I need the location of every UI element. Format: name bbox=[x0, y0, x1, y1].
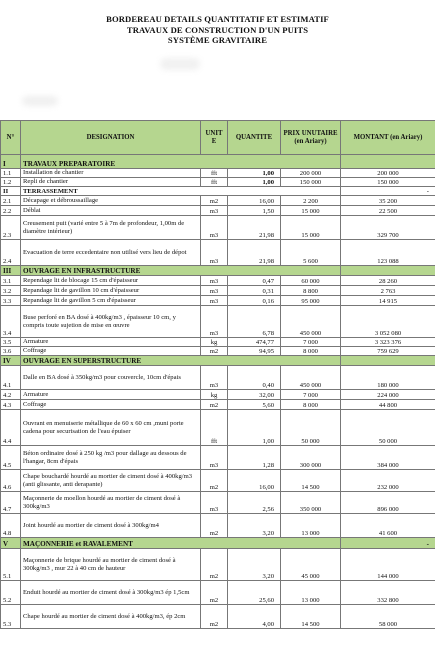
table-row bbox=[1, 366, 435, 390]
row-unit: m2 bbox=[201, 549, 228, 581]
row-designation: Creusement puit (varié entre 5 à 7m de profondeur, 1,00m de diamètre intérieur) bbox=[21, 216, 201, 240]
row-unit: m2 bbox=[201, 400, 228, 410]
section-amount bbox=[341, 266, 435, 276]
row-unit-price: 450 000 bbox=[281, 306, 341, 338]
row-designation: Chape bouchardé hourdé au mortier de ciment dosé à 400kg/m3 (anti glissante, anti derapante) bbox=[21, 470, 201, 492]
row-amount: 144 000 bbox=[341, 549, 435, 581]
table-row bbox=[1, 410, 435, 446]
header-quantity: QUANTITE bbox=[228, 121, 281, 155]
row-unit-price: 450 000 bbox=[281, 366, 341, 390]
row-unit-price: 200 000 bbox=[281, 169, 341, 178]
row-unit: fft bbox=[201, 178, 228, 187]
row-amount: 3 052 080 bbox=[341, 306, 435, 338]
row-designation: Armature bbox=[21, 338, 201, 347]
row-number: 3.5 bbox=[1, 338, 21, 347]
row-designation: Coffrage bbox=[21, 400, 201, 410]
row-unit-price: 13 000 bbox=[281, 514, 341, 538]
section-title: OUVRAGE EN INFRASTRUCTURE bbox=[21, 266, 341, 276]
row-amount: 224 000 bbox=[341, 390, 435, 400]
row-designation: Chape hourdé au mortier de ciment dosé à 400kg/m3, ép 2cm bbox=[21, 605, 201, 629]
row-designation: Armature bbox=[21, 390, 201, 400]
section-title: OUVRAGE EN SUPERSTRUCTURE bbox=[21, 356, 341, 366]
row-amount: 50 000 bbox=[341, 410, 435, 446]
table-header-row bbox=[1, 121, 435, 155]
row-designation: Maçonnerie de moellon hourdé au mortier de ciment dosé à 300kg/m3 bbox=[21, 492, 201, 514]
row-designation: Dalle en BA dosé à 350kg/m3 pour couvercle, 10cm d'épais bbox=[21, 366, 201, 390]
row-unit-price: 2 200 bbox=[281, 196, 341, 206]
row-quantity: 21,98 bbox=[228, 240, 281, 266]
row-unit: kg bbox=[201, 390, 228, 400]
row-designation: Repandage lit de gavillon 10 cm d'épaisseur bbox=[21, 286, 201, 296]
row-unit-price: 8 000 bbox=[281, 400, 341, 410]
row-amount: 123 088 bbox=[341, 240, 435, 266]
row-quantity: 2,56 bbox=[228, 492, 281, 514]
row-amount: 232 000 bbox=[341, 470, 435, 492]
row-unit-price: 14 500 bbox=[281, 470, 341, 492]
section-number: IV bbox=[1, 356, 21, 366]
row-unit: m2 bbox=[201, 196, 228, 206]
row-designation: Béton ordinaire dosé à 250 kg /m3 pour dallage au dessous de l'hangar, 8cm d'épais bbox=[21, 446, 201, 470]
estimate-table bbox=[0, 120, 435, 629]
section-row bbox=[1, 187, 435, 196]
row-number: 4.7 bbox=[1, 492, 21, 514]
row-designation: Maçonnerie de brique hourdé au mortier de ciment dosé à 300kg/m3 , mur 22 à 40 cm de hauteur bbox=[21, 549, 201, 581]
table-row bbox=[1, 178, 435, 187]
row-number: 1.2 bbox=[1, 178, 21, 187]
table-row bbox=[1, 196, 435, 206]
row-unit: m2 bbox=[201, 347, 228, 356]
row-designation: Ouvrant en menuiserie métallique de 60 x 60 cm ,muni porte cadena pour securisation de l'eau épuiser bbox=[21, 410, 201, 446]
section-row bbox=[1, 538, 435, 549]
row-unit: m2 bbox=[201, 581, 228, 605]
section-number: V bbox=[1, 538, 21, 549]
row-unit: m3 bbox=[201, 446, 228, 470]
row-quantity: 25,60 bbox=[228, 581, 281, 605]
row-unit-price: 13 000 bbox=[281, 581, 341, 605]
table-row bbox=[1, 446, 435, 470]
row-amount: 329 700 bbox=[341, 216, 435, 240]
header-unit: UNIT E bbox=[201, 121, 228, 155]
row-number: 2.3 bbox=[1, 216, 21, 240]
row-number: 3.4 bbox=[1, 306, 21, 338]
row-number: 2.4 bbox=[1, 240, 21, 266]
table-row bbox=[1, 549, 435, 581]
row-unit-price: 350 000 bbox=[281, 492, 341, 514]
row-unit: m3 bbox=[201, 276, 228, 286]
table-row bbox=[1, 216, 435, 240]
section-row bbox=[1, 266, 435, 276]
header-amount: MONTANT (en Ariary) bbox=[341, 121, 435, 155]
row-unit: fft bbox=[201, 410, 228, 446]
row-number: 5.2 bbox=[1, 581, 21, 605]
row-number: 5.1 bbox=[1, 549, 21, 581]
row-number: 2.1 bbox=[1, 196, 21, 206]
row-designation: Décapage et débroussaillage bbox=[21, 196, 201, 206]
section-amount bbox=[341, 155, 435, 169]
faded-mark bbox=[160, 58, 200, 70]
section-title: TRAVAUX PREPARATOIRE bbox=[21, 155, 341, 169]
row-unit-price: 300 000 bbox=[281, 446, 341, 470]
row-unit-price: 150 000 bbox=[281, 178, 341, 187]
row-quantity: 16,00 bbox=[228, 470, 281, 492]
row-quantity: 6,78 bbox=[228, 306, 281, 338]
row-unit-price: 50 000 bbox=[281, 410, 341, 446]
section-number: III bbox=[1, 266, 21, 276]
row-amount: 22 500 bbox=[341, 206, 435, 216]
row-quantity: 16,00 bbox=[228, 196, 281, 206]
row-amount: 759 629 bbox=[341, 347, 435, 356]
row-designation: Rependage lit de blocage 15 cm d'épaisseur bbox=[21, 276, 201, 286]
row-quantity: 1,00 bbox=[228, 178, 281, 187]
table-row bbox=[1, 286, 435, 296]
row-number: 5.3 bbox=[1, 605, 21, 629]
row-quantity: 32,00 bbox=[228, 390, 281, 400]
row-quantity: 4,00 bbox=[228, 605, 281, 629]
row-amount: 3 323 376 bbox=[341, 338, 435, 347]
table-row bbox=[1, 581, 435, 605]
row-unit-price: 8 800 bbox=[281, 286, 341, 296]
row-unit: fft bbox=[201, 169, 228, 178]
table-row bbox=[1, 605, 435, 629]
row-number: 3.1 bbox=[1, 276, 21, 286]
row-amount: 896 000 bbox=[341, 492, 435, 514]
table-row bbox=[1, 240, 435, 266]
row-amount: 58 000 bbox=[341, 605, 435, 629]
table-row bbox=[1, 347, 435, 356]
row-unit-price: 45 000 bbox=[281, 549, 341, 581]
section-title: MAÇONNERIE et RAVALEMENT bbox=[21, 538, 341, 549]
table-row bbox=[1, 400, 435, 410]
row-amount: 200 000 bbox=[341, 169, 435, 178]
row-unit: m2 bbox=[201, 470, 228, 492]
row-unit: m2 bbox=[201, 514, 228, 538]
section-amount bbox=[341, 356, 435, 366]
row-quantity: 1,00 bbox=[228, 169, 281, 178]
row-unit: m3 bbox=[201, 286, 228, 296]
row-number: 4.2 bbox=[1, 390, 21, 400]
row-unit: m3 bbox=[201, 216, 228, 240]
row-number: 4.3 bbox=[1, 400, 21, 410]
row-number: 4.4 bbox=[1, 410, 21, 446]
row-quantity: 1,50 bbox=[228, 206, 281, 216]
row-number: 2.2 bbox=[1, 206, 21, 216]
row-designation: Buse perforé en BA dosé à 400kg/m3 , épaisseur 10 cm, y compris toute sujetion de mise en œuvre bbox=[21, 306, 201, 338]
row-number: 3.2 bbox=[1, 286, 21, 296]
row-designation: Evacuation de terre eccedentaire non utilisé vers lieu de dépot bbox=[21, 240, 201, 266]
table-row bbox=[1, 470, 435, 492]
row-amount: 41 600 bbox=[341, 514, 435, 538]
row-amount: 14 915 bbox=[341, 296, 435, 306]
table-row bbox=[1, 276, 435, 286]
row-unit-price: 14 500 bbox=[281, 605, 341, 629]
header-price: PRIX UNUTAIRE (en Ariary) bbox=[281, 121, 341, 155]
row-amount: 180 000 bbox=[341, 366, 435, 390]
section-number: II bbox=[1, 187, 21, 196]
row-designation: Joint hourdé au mortier de ciment dosé à 300kg/m4 bbox=[21, 514, 201, 538]
table-row bbox=[1, 514, 435, 538]
table-row bbox=[1, 390, 435, 400]
row-number: 3.6 bbox=[1, 347, 21, 356]
row-unit-price: 60 000 bbox=[281, 276, 341, 286]
row-designation: Coffrage bbox=[21, 347, 201, 356]
row-quantity: 0,47 bbox=[228, 276, 281, 286]
row-amount: 35 200 bbox=[341, 196, 435, 206]
row-amount: 150 000 bbox=[341, 178, 435, 187]
row-number: 3.3 bbox=[1, 296, 21, 306]
table-body bbox=[1, 155, 435, 629]
row-unit: m3 bbox=[201, 206, 228, 216]
row-unit: m3 bbox=[201, 240, 228, 266]
row-number: 4.1 bbox=[1, 366, 21, 390]
row-unit-price: 7 000 bbox=[281, 338, 341, 347]
section-row bbox=[1, 155, 435, 169]
row-unit: m3 bbox=[201, 296, 228, 306]
faded-mark bbox=[22, 96, 58, 106]
row-number: 4.6 bbox=[1, 470, 21, 492]
row-unit-price: 8 000 bbox=[281, 347, 341, 356]
row-designation: Installation de chantier bbox=[21, 169, 201, 178]
row-amount: 384 000 bbox=[341, 446, 435, 470]
row-quantity: 94,95 bbox=[228, 347, 281, 356]
row-unit: m3 bbox=[201, 366, 228, 390]
table-row bbox=[1, 296, 435, 306]
row-unit: kg bbox=[201, 338, 228, 347]
section-number: I bbox=[1, 155, 21, 169]
row-unit: m2 bbox=[201, 605, 228, 629]
row-quantity: 0,40 bbox=[228, 366, 281, 390]
row-unit-price: 95 000 bbox=[281, 296, 341, 306]
row-unit: m3 bbox=[201, 492, 228, 514]
table-row bbox=[1, 492, 435, 514]
row-unit-price: 7 000 bbox=[281, 390, 341, 400]
row-amount: 28 260 bbox=[341, 276, 435, 286]
row-quantity: 1,00 bbox=[228, 410, 281, 446]
row-unit-price: 5 600 bbox=[281, 240, 341, 266]
section-row bbox=[1, 356, 435, 366]
document-title: BORDEREAU DETAILS QUANTITATIF ET ESTIMATIF bbox=[106, 14, 329, 24]
row-unit-price: 15 000 bbox=[281, 216, 341, 240]
row-quantity: 1,28 bbox=[228, 446, 281, 470]
document-subtitle: TRAVAUX DE CONSTRUCTION D'UN PUITS bbox=[126, 24, 309, 35]
table-row bbox=[1, 169, 435, 178]
row-quantity: 5,60 bbox=[228, 400, 281, 410]
document-header bbox=[0, 14, 435, 46]
table-row bbox=[1, 206, 435, 216]
row-designation: Repli de chantier bbox=[21, 178, 201, 187]
row-amount: 332 800 bbox=[341, 581, 435, 605]
row-quantity: 0,16 bbox=[228, 296, 281, 306]
row-amount: 44 800 bbox=[341, 400, 435, 410]
section-amount: - bbox=[341, 187, 435, 196]
row-quantity: 474,77 bbox=[228, 338, 281, 347]
row-quantity: 3,20 bbox=[228, 549, 281, 581]
row-quantity: 21,98 bbox=[228, 216, 281, 240]
row-designation: Repandage lit de gavillon 5 cm d'épaisseur bbox=[21, 296, 201, 306]
row-quantity: 3,20 bbox=[228, 514, 281, 538]
section-amount: - bbox=[341, 538, 435, 549]
table-row bbox=[1, 306, 435, 338]
row-number: 4.5 bbox=[1, 446, 21, 470]
row-number: 1.1 bbox=[1, 169, 21, 178]
row-designation: Déblai bbox=[21, 206, 201, 216]
header-num: N° bbox=[1, 121, 21, 155]
row-quantity: 0,31 bbox=[228, 286, 281, 296]
document-subtitle-2: SYSTÈME GRAVITAIRE bbox=[167, 35, 268, 45]
row-unit-price: 15 000 bbox=[281, 206, 341, 216]
row-number: 4.8 bbox=[1, 514, 21, 538]
row-designation: Enduit hourdé au mortier de ciment dosé à 300kg/m3 ép 1,5cm bbox=[21, 581, 201, 605]
row-amount: 2 763 bbox=[341, 286, 435, 296]
header-designation: DESIGNATION bbox=[21, 121, 201, 155]
row-unit: m3 bbox=[201, 306, 228, 338]
section-title: TERRASSEMENT bbox=[21, 187, 341, 196]
table-row bbox=[1, 338, 435, 347]
